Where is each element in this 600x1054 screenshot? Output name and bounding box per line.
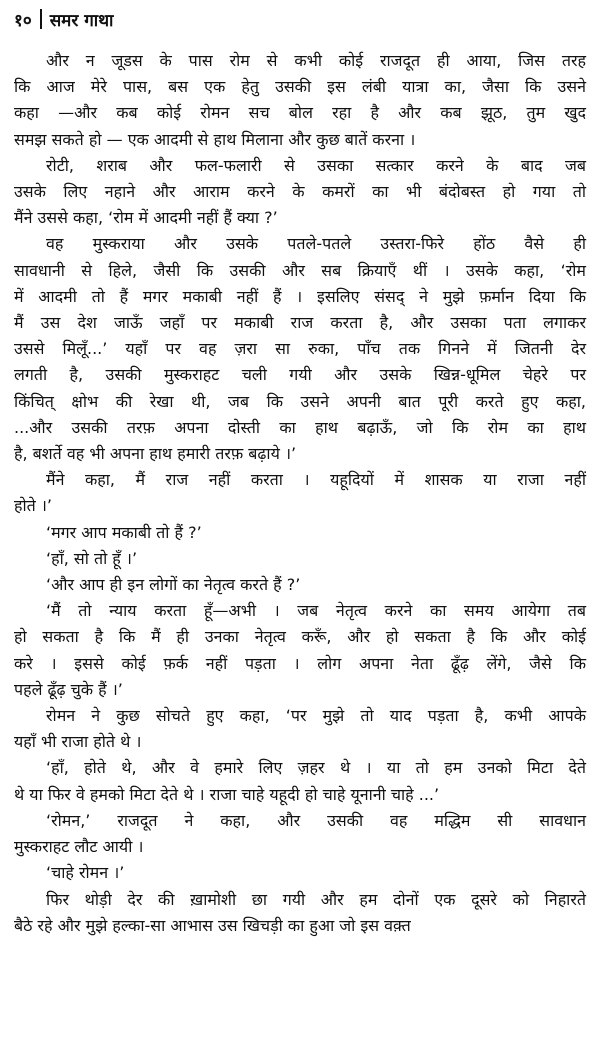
text-line: लगती है, उसकी मुस्कराहट चली गयी और उसके खिन्न-धूमिल चेहरे पर <box>14 365 586 385</box>
running-header <box>14 4 586 34</box>
paragraph <box>14 703 586 755</box>
text-line: रोमन ने कुछ सोचते हुए कहा, ‘पर मुझे तो याद पड़ता है, कभी आपके <box>46 706 586 726</box>
text-line: होते ।’ <box>14 496 52 516</box>
text-line: उससे मिलूँ...’ यहाँ पर वह ज़रा सा रुका, पाँच तक गिनने में जितनी देर <box>14 339 586 359</box>
text-line: ‘मैं तो न्याय करता हूँ—अभी । जब नेतृत्व करने का समय आयेगा तब <box>46 601 586 621</box>
text-line: मैंने कहा, मैं राज नहीं करता । यहूदियों में शासक या राजा नहीं <box>46 470 586 490</box>
text-line: वह मुस्कराया और उसके पतले-पतले उस्तरा-फिरे होंठ वैसे ही <box>46 234 586 254</box>
text-line: और न जूडस के पास रोम से कभी कोई राजदूत ही आया, जिस तरह <box>46 51 586 70</box>
text-line: ‘चाहे रोमन ।’ <box>46 863 125 883</box>
text-line: ‘हाँ, होते थे, और वे हमारे लिए ज़हर थे । या तो हम उनको मिटा देते <box>46 758 586 778</box>
paragraph <box>14 887 586 939</box>
text-line: फिर थोड़ी देर की ख़ामोशी छा गयी और हम दोनों एक दूसरे को निहारते <box>46 889 586 909</box>
paragraph <box>14 467 586 519</box>
text-line: ...और उसकी तरफ़ अपना दोस्ती का हाथ बढ़ाऊँ, जो कि रोम का हाथ <box>14 417 586 437</box>
paragraph <box>14 755 586 807</box>
text-line: उसके लिए नहाने और आराम करने के कमरों का भी बंदोबस्त हो गया तो <box>14 182 586 202</box>
text-line: रोटी, शराब और फल-फलारी से उसका सत्कार करने के बाद जब <box>46 155 586 175</box>
text-line: ‘हाँ, सो तो हूँ ।’ <box>46 548 138 568</box>
text-line: समझ सकते हो — एक आदमी से हाथ मिलाना और कुछ बातें करना । <box>14 129 416 149</box>
paragraph <box>14 808 586 860</box>
text-line: कहा —और कब कोई रोमन सच बोल रहा है और कब झूठ, तुम खुद <box>14 103 586 123</box>
book-title: समर गाथा <box>49 10 114 31</box>
header-divider <box>40 9 42 29</box>
paragraph <box>14 520 586 546</box>
text-line: सावधानी से हिले, जैसी कि उसकी और सब क्रियाएँ थीं । उसके कहा, ‘रोम <box>14 260 586 280</box>
text-line: मैंने उससे कहा, ‘रोम में आदमी नहीं हैं क्या ?’ <box>14 208 278 228</box>
text-line: हो सकता है कि मैं ही उनका नेतृत्व करूँ, और हो सकता है कि और कोई <box>14 627 586 647</box>
text-line: ‘और आप ही इन लोगों का नेतृत्व करते हैं ?’ <box>46 575 301 595</box>
paragraph <box>14 860 586 886</box>
page-number: १० <box>14 10 32 31</box>
text-line: कि आज मेरे पास, बस एक हेतु उसकी इस लंबी यात्रा का, जैसा कि उसने <box>14 77 586 97</box>
text-line: ‘मगर आप मकाबी तो हैं ?’ <box>46 522 202 542</box>
paragraph <box>14 48 586 153</box>
paragraph <box>14 572 586 598</box>
text-line: है, बशर्ते वह भी अपना हाथ हमारी तरफ़ बढ़ाये ।’ <box>14 444 297 464</box>
paragraph <box>14 598 586 703</box>
text-line: पहले ढूँढ़ चुके हैं ।’ <box>14 679 123 699</box>
text-line: बैठे रहे और मुझे हल्का-सा आभास उस खिचड़ी का हुआ जो इस वक़्त <box>14 915 411 935</box>
text-line: करे । इससे कोई फ़र्क नहीं पड़ता । लोग अपना नेता ढूँढ़ लेंगे, जैसे कि <box>14 653 586 673</box>
text-line: मैं उस देश जाऊँ जहाँ पर मकाबी राज करता है, और उसका पता लगाकर <box>14 313 586 333</box>
text-line: किंचित् क्षोभ की रेखा थी, जब कि उसने अपनी बात पूरी करते हुए कहा, <box>14 391 586 411</box>
paragraph <box>14 231 586 467</box>
text-line: में आदमी तो हैं मगर मकाबी नहीं हैं । इसलिए संसद् ने मुझे फ़र्मान दिया कि <box>14 286 586 306</box>
text-line: मुस्कराहट लौट आयी । <box>14 837 144 857</box>
text-line: थे या फिर वे हमको मिटा देते थे । राजा चाहे यहूदी हो चाहे यूनानी चाहे ...’ <box>14 784 440 804</box>
paragraph <box>14 153 586 232</box>
text-line: यहाँ भी राजा होते थे । <box>14 732 142 752</box>
text-line: ‘रोमन,’ राजदूत ने कहा, और उसकी वह मद्धिम सी सावधान <box>46 810 586 830</box>
page-body <box>14 48 586 939</box>
paragraph <box>14 546 586 572</box>
